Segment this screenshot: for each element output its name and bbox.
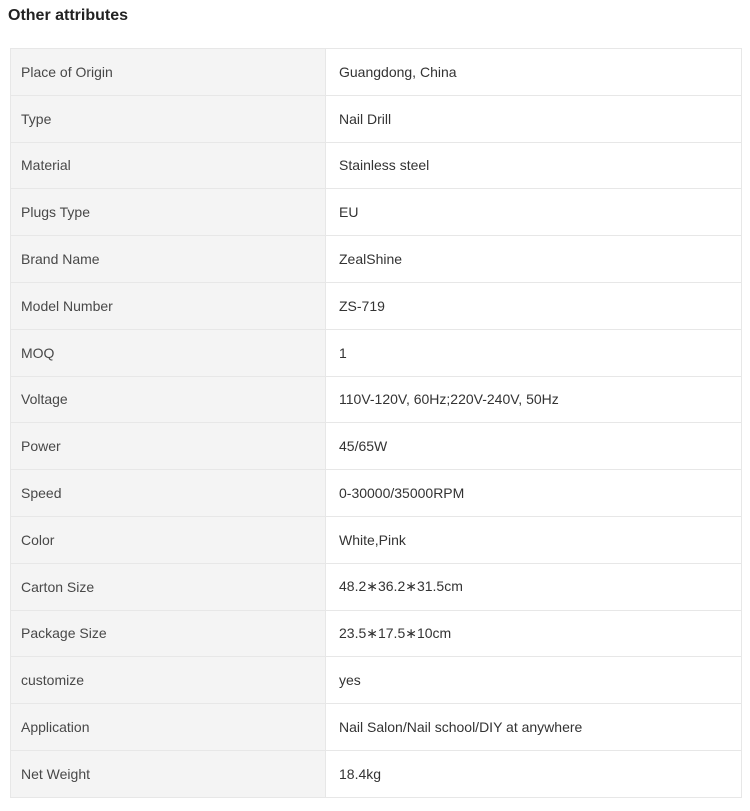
attribute-label: Speed: [11, 470, 326, 517]
attribute-row: [11, 142, 742, 189]
attribute-label: Power: [11, 423, 326, 470]
attribute-label: Type: [11, 95, 326, 142]
section-title: Other attributes: [8, 7, 129, 24]
attribute-row: [11, 49, 742, 96]
attribute-value: 0-30000/35000RPM: [326, 470, 742, 517]
attribute-row: [11, 750, 742, 797]
attribute-value: Nail Salon/Nail school/DIY at anywhere: [326, 704, 742, 751]
attribute-label: Package Size: [11, 610, 326, 657]
attribute-value: White,Pink: [326, 516, 742, 563]
attributes-table: [10, 48, 742, 798]
attribute-label: Plugs Type: [11, 189, 326, 236]
attribute-label: Color: [11, 516, 326, 563]
attribute-value: ZealShine: [326, 236, 742, 283]
attribute-row: [11, 423, 742, 470]
attribute-row: [11, 704, 742, 751]
attribute-value: Stainless steel: [326, 142, 742, 189]
attribute-row: [11, 189, 742, 236]
attribute-value: 1: [326, 329, 742, 376]
attribute-row: [11, 610, 742, 657]
attribute-row: [11, 516, 742, 563]
attribute-row: [11, 376, 742, 423]
attribute-label: Application: [11, 704, 326, 751]
attribute-row: [11, 282, 742, 329]
attribute-value: ZS-719: [326, 282, 742, 329]
attribute-label: Material: [11, 142, 326, 189]
attribute-row: [11, 563, 742, 610]
attribute-label: MOQ: [11, 329, 326, 376]
attributes-table-body: [11, 49, 742, 798]
attribute-row: [11, 470, 742, 517]
attribute-label: Net Weight: [11, 750, 326, 797]
attribute-row: [11, 236, 742, 283]
attribute-value: 48.2∗36.2∗31.5cm: [326, 563, 742, 610]
attribute-label: Voltage: [11, 376, 326, 423]
attribute-row: [11, 657, 742, 704]
attribute-label: Model Number: [11, 282, 326, 329]
attribute-value: 45/65W: [326, 423, 742, 470]
attribute-label: Carton Size: [11, 563, 326, 610]
attribute-value: EU: [326, 189, 742, 236]
attribute-row: [11, 95, 742, 142]
product-attributes-section: [0, 6, 750, 798]
attribute-value: 110V-120V, 60Hz;220V-240V, 50Hz: [326, 376, 742, 423]
attribute-value: yes: [326, 657, 742, 704]
attribute-row: [11, 329, 742, 376]
attribute-value: Guangdong, China: [326, 49, 742, 96]
attribute-value: Nail Drill: [326, 95, 742, 142]
attribute-label: Brand Name: [11, 236, 326, 283]
attribute-value: 23.5∗17.5∗10cm: [326, 610, 742, 657]
attribute-label: Place of Origin: [11, 49, 326, 96]
attribute-label: customize: [11, 657, 326, 704]
attribute-value: 18.4kg: [326, 750, 742, 797]
